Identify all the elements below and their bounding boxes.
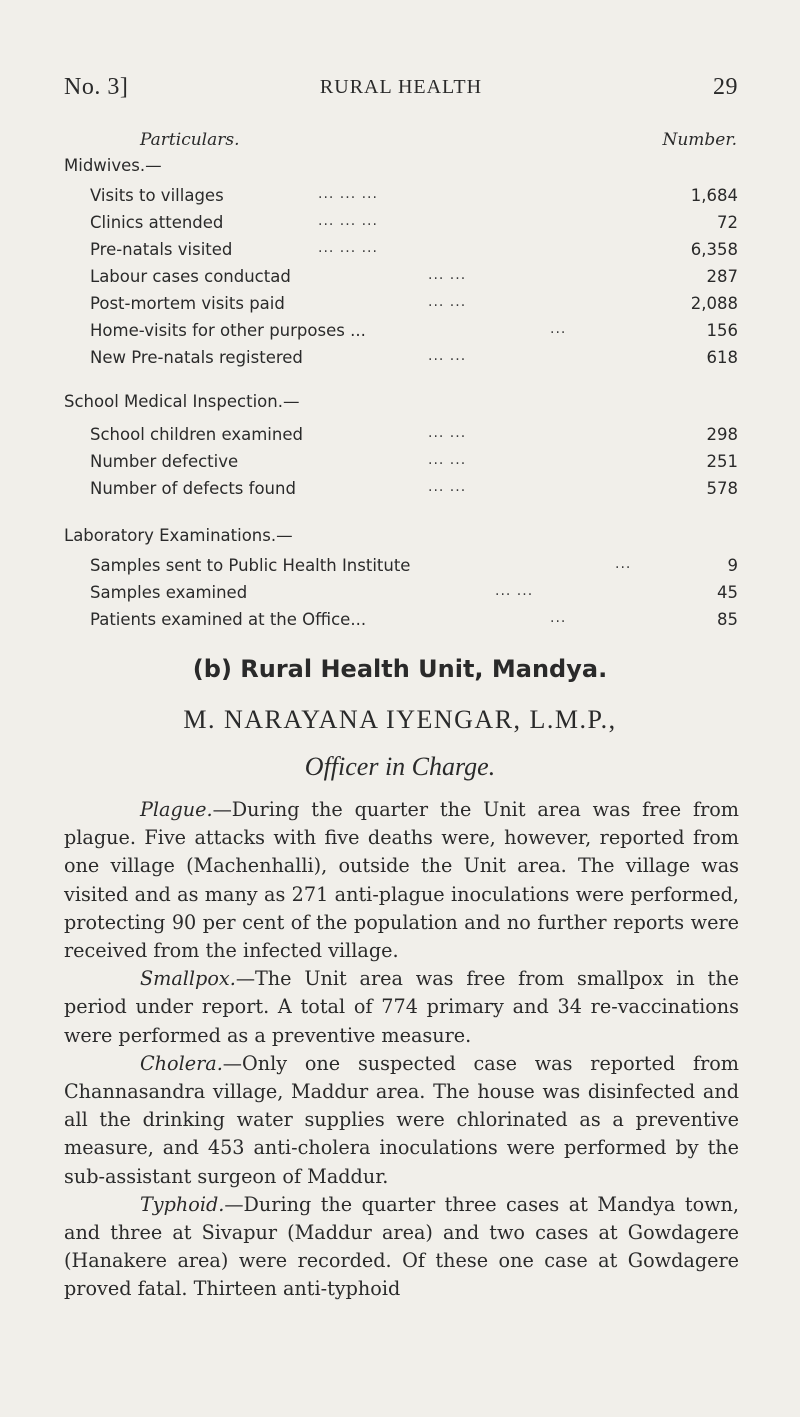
row-value: 72 xyxy=(717,213,738,232)
row-value: 298 xyxy=(706,425,738,444)
row-value: 2,088 xyxy=(690,294,738,313)
running-header xyxy=(64,74,738,108)
table-row xyxy=(90,583,738,609)
leader-dots: ... ... xyxy=(428,294,467,310)
row-value: 287 xyxy=(706,267,738,286)
leader-dots: ... xyxy=(550,321,567,337)
leader-dots: ... ... xyxy=(428,267,467,283)
row-label: Samples examined xyxy=(90,583,248,602)
paragraph-text: —During the quarter the Unit area was free from plague. Five attacks with five deaths were, however, reported from one village (Machenhalli), outside the Unit area. The village was visited and as many as 271 anti-plague inoculations were performed, protecting 90 per cent of the population and no further reports were received from the infected village. xyxy=(64,798,739,963)
paragraph-lead: Smallpox. xyxy=(140,967,236,991)
row-label: Visits to villages xyxy=(90,186,224,205)
paragraph-typhoid xyxy=(64,1191,739,1304)
table-row xyxy=(90,610,738,636)
issue-number: No. 3] xyxy=(64,74,129,100)
leader-dots: ... ... xyxy=(428,479,467,495)
section-heading-school-medical-inspection: School Medical Inspection.— xyxy=(64,392,300,411)
table-row xyxy=(90,213,738,239)
leader-dots: ... ... xyxy=(495,583,534,599)
row-value: 85 xyxy=(717,610,738,629)
leader-dots: ... xyxy=(615,556,632,572)
table-row xyxy=(90,348,738,374)
row-label: Patients examined at the Office... xyxy=(90,610,367,629)
leader-dots: ... ... ... xyxy=(318,186,378,202)
table-row xyxy=(90,479,738,505)
row-value: 156 xyxy=(706,321,738,340)
running-title: RURAL HEALTH xyxy=(319,76,483,98)
table-row xyxy=(90,452,738,478)
row-value: 578 xyxy=(706,479,738,498)
table-row xyxy=(90,556,738,582)
row-label: Clinics attended xyxy=(90,213,224,232)
table-row xyxy=(90,294,738,320)
row-label: Pre-natals visited xyxy=(90,240,233,259)
column-heading-particulars: Particulars. xyxy=(140,130,240,150)
leader-dots: ... ... xyxy=(428,348,467,364)
row-label: Number of defects found xyxy=(90,479,296,498)
leader-dots: ... ... ... xyxy=(318,240,378,256)
row-value: 1,684 xyxy=(690,186,738,205)
unit-title: (b) Rural Health Unit, Mandya. xyxy=(192,655,608,683)
report-body xyxy=(64,796,739,1304)
row-value: 251 xyxy=(706,452,738,471)
paragraph-smallpox xyxy=(64,965,739,1050)
paragraph-lead: Plague. xyxy=(140,798,213,821)
row-value: 6,358 xyxy=(690,240,738,259)
row-label: Home-visits for other purposes ... xyxy=(90,321,366,340)
paragraph-plague xyxy=(64,796,739,965)
paragraph-lead: Cholera. xyxy=(140,1051,223,1075)
row-label: School children examined xyxy=(90,425,303,444)
paragraph-text: —Only one suspected case was reported from Channasandra village, Maddur area. The house was disinfected and all the drinking water supplies were chlorinated as a preventive measure, and 453 anti-cholera inoculations were performed by the sub-assistant surgeon of Maddur. xyxy=(64,1051,739,1188)
row-label: New Pre-natals registered xyxy=(90,348,303,367)
leader-dots: ... ... xyxy=(428,425,467,441)
leader-dots: ... xyxy=(550,610,567,626)
table-row xyxy=(90,186,738,212)
section-heading-laboratory-examinations: Laboratory Examinations.— xyxy=(64,526,293,545)
paragraph-text: —The Unit area was free from smallpox in the period under report. A total of 774 primary and 34 re-vaccinations were performed as a preventive measure. xyxy=(64,967,739,1047)
row-value: 9 xyxy=(727,556,738,575)
row-value: 45 xyxy=(717,583,738,602)
table-row xyxy=(90,267,738,293)
leader-dots: ... ... xyxy=(428,452,467,468)
row-label: Post-mortem visits paid xyxy=(90,294,285,313)
row-value: 618 xyxy=(706,348,738,367)
officer-name: M. NARAYANA IYENGAR, L.M.P., xyxy=(183,705,617,734)
row-label: Number defective xyxy=(90,452,239,471)
row-label: Labour cases conductad xyxy=(90,267,291,286)
column-heading-number: Number. xyxy=(662,130,737,150)
row-label: Samples sent to Public Health Institute xyxy=(90,556,411,575)
paragraph-text: —During the quarter three cases at Mandya town, and three at Sivapur (Maddur area) and two cases at Gowdagere (Hanakere area) were recorded. Of these one case at Gowdagere proved fatal. Thirteen anti-typhoid xyxy=(64,1192,739,1301)
officer-role: Officer in Charge. xyxy=(304,752,496,781)
section-heading-midwives: Midwives.— xyxy=(64,156,162,175)
paragraph-lead: Typhoid. xyxy=(140,1192,225,1216)
table-row xyxy=(90,321,738,347)
table-row xyxy=(90,240,738,266)
table-row xyxy=(90,425,738,451)
page-number: 29 xyxy=(713,74,738,100)
paragraph-cholera xyxy=(64,1050,739,1191)
leader-dots: ... ... ... xyxy=(318,213,378,229)
